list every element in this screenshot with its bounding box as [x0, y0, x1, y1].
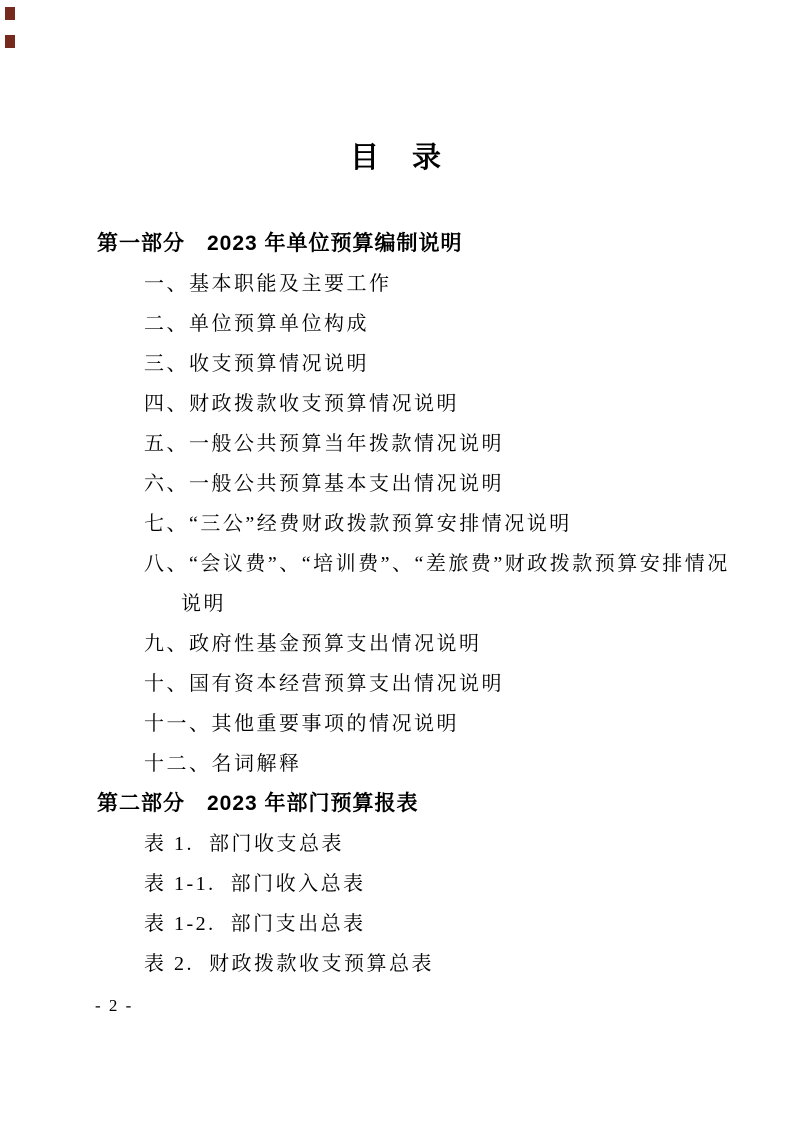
toc-entry-1: 一、基本职能及主要工作 — [144, 273, 392, 295]
page-number: - 2 - — [95, 996, 134, 1015]
toc-entry-4: 四、财政拨款收支预算情况说明 — [144, 393, 459, 415]
table-entry-1: 表 1. 部门收支总表 — [144, 833, 344, 855]
section-1-heading: 第一部分 2023 年单位预算编制说明 — [97, 232, 463, 255]
toc-entry-10: 十、国有资本经营预算支出情况说明 — [144, 673, 504, 695]
section-2-heading: 第二部分 2023 年部门预算报表 — [97, 792, 419, 815]
toc-entry-5: 五、一般公共预算当年拨款情况说明 — [144, 433, 504, 455]
corner-mark-top — [5, 7, 15, 20]
toc-entry-6: 六、一般公共预算基本支出情况说明 — [144, 473, 504, 495]
corner-mark-bottom — [5, 35, 15, 48]
page-title: 目 录 — [349, 142, 443, 174]
toc-entry-9: 九、政府性基金预算支出情况说明 — [144, 633, 482, 655]
toc-entry-8-continuation: 说明 — [181, 593, 226, 615]
toc-entry-7: 七、“三公”经费财政拨款预算安排情况说明 — [144, 513, 572, 535]
table-entry-2: 表 2. 财政拨款收支预算总表 — [144, 953, 434, 975]
table-entry-1-2: 表 1-2. 部门支出总表 — [144, 913, 366, 935]
toc-entry-8: 八、“会议费”、“培训费”、“差旅费”财政拨款预算安排情况 — [144, 553, 730, 575]
toc-entry-2: 二、单位预算单位构成 — [144, 313, 369, 335]
toc-entry-11: 十一、其他重要事项的情况说明 — [144, 713, 459, 735]
toc-section-2 — [0, 784, 793, 984]
toc-entry-3: 三、收支预算情况说明 — [144, 353, 369, 375]
toc-section-1 — [0, 224, 793, 784]
table-entry-1-1: 表 1-1. 部门收入总表 — [144, 873, 366, 895]
toc-entry-12: 十二、名词解释 — [144, 753, 302, 775]
